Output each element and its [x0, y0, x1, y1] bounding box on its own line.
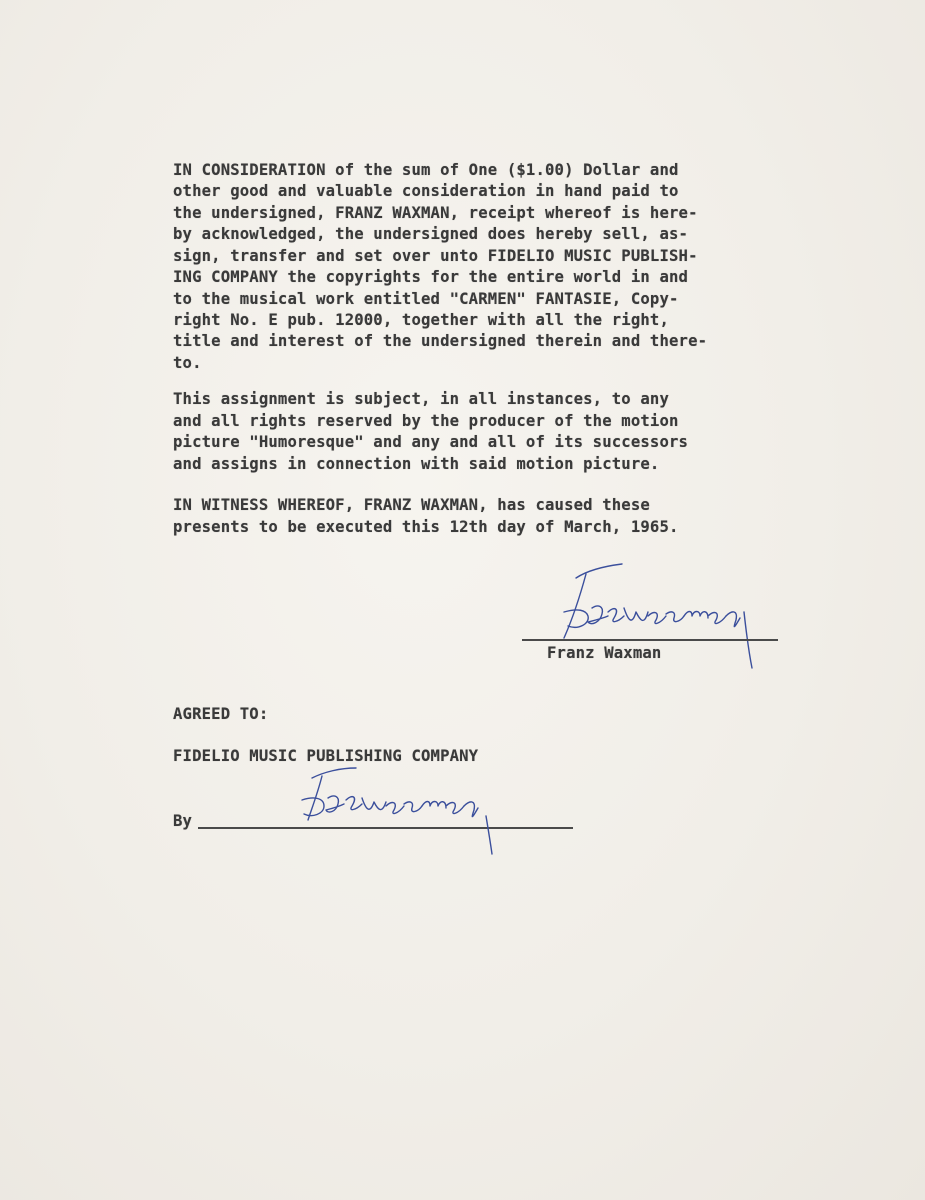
text-line: to. — [173, 354, 202, 372]
signature-line — [522, 639, 778, 641]
text-line: IN WITNESS WHEREOF, FRANZ WAXMAN, has caused these — [173, 496, 650, 514]
company-name: FIDELIO MUSIC PUBLISHING COMPANY — [173, 747, 479, 765]
text-line: This assignment is subject, in all instances, to any — [173, 390, 669, 408]
text-line: sign, transfer and set over unto FIDELIO MUSIC PUBLISH- — [173, 247, 698, 265]
text-line: other good and valuable consideration in hand paid to — [173, 182, 679, 200]
text-line: the undersigned, FRANZ WAXMAN, receipt whereof is here- — [173, 204, 698, 222]
signatory-name: Franz Waxman — [547, 644, 662, 662]
text-line: and assigns in connection with said motion picture. — [173, 455, 660, 473]
text-line: right No. E pub. 12000, together with all the right, — [173, 311, 669, 329]
text-line: picture "Humoresque" and any and all of its successors — [173, 433, 689, 451]
agreed-label: AGREED TO: — [173, 705, 269, 723]
text-line: by acknowledged, the undersigned does hereby sell, as- — [173, 225, 689, 243]
text-line: presents to be executed this 12th day of March, 1965. — [173, 518, 679, 536]
text-line: title and interest of the undersigned therein and there- — [173, 332, 708, 350]
text-line: ING COMPANY the copyrights for the entire world in and — [173, 268, 689, 286]
text-line: IN CONSIDERATION of the sum of One ($1.00) Dollar and — [173, 161, 679, 179]
text-line: and all rights reserved by the producer of the motion — [173, 412, 679, 430]
signature-drawing — [290, 760, 510, 860]
handwritten-signature-agreed — [290, 760, 510, 860]
text-line: to the musical work entitled "CARMEN" FANTASIE, Copy- — [173, 290, 679, 308]
by-label: By — [173, 812, 193, 830]
